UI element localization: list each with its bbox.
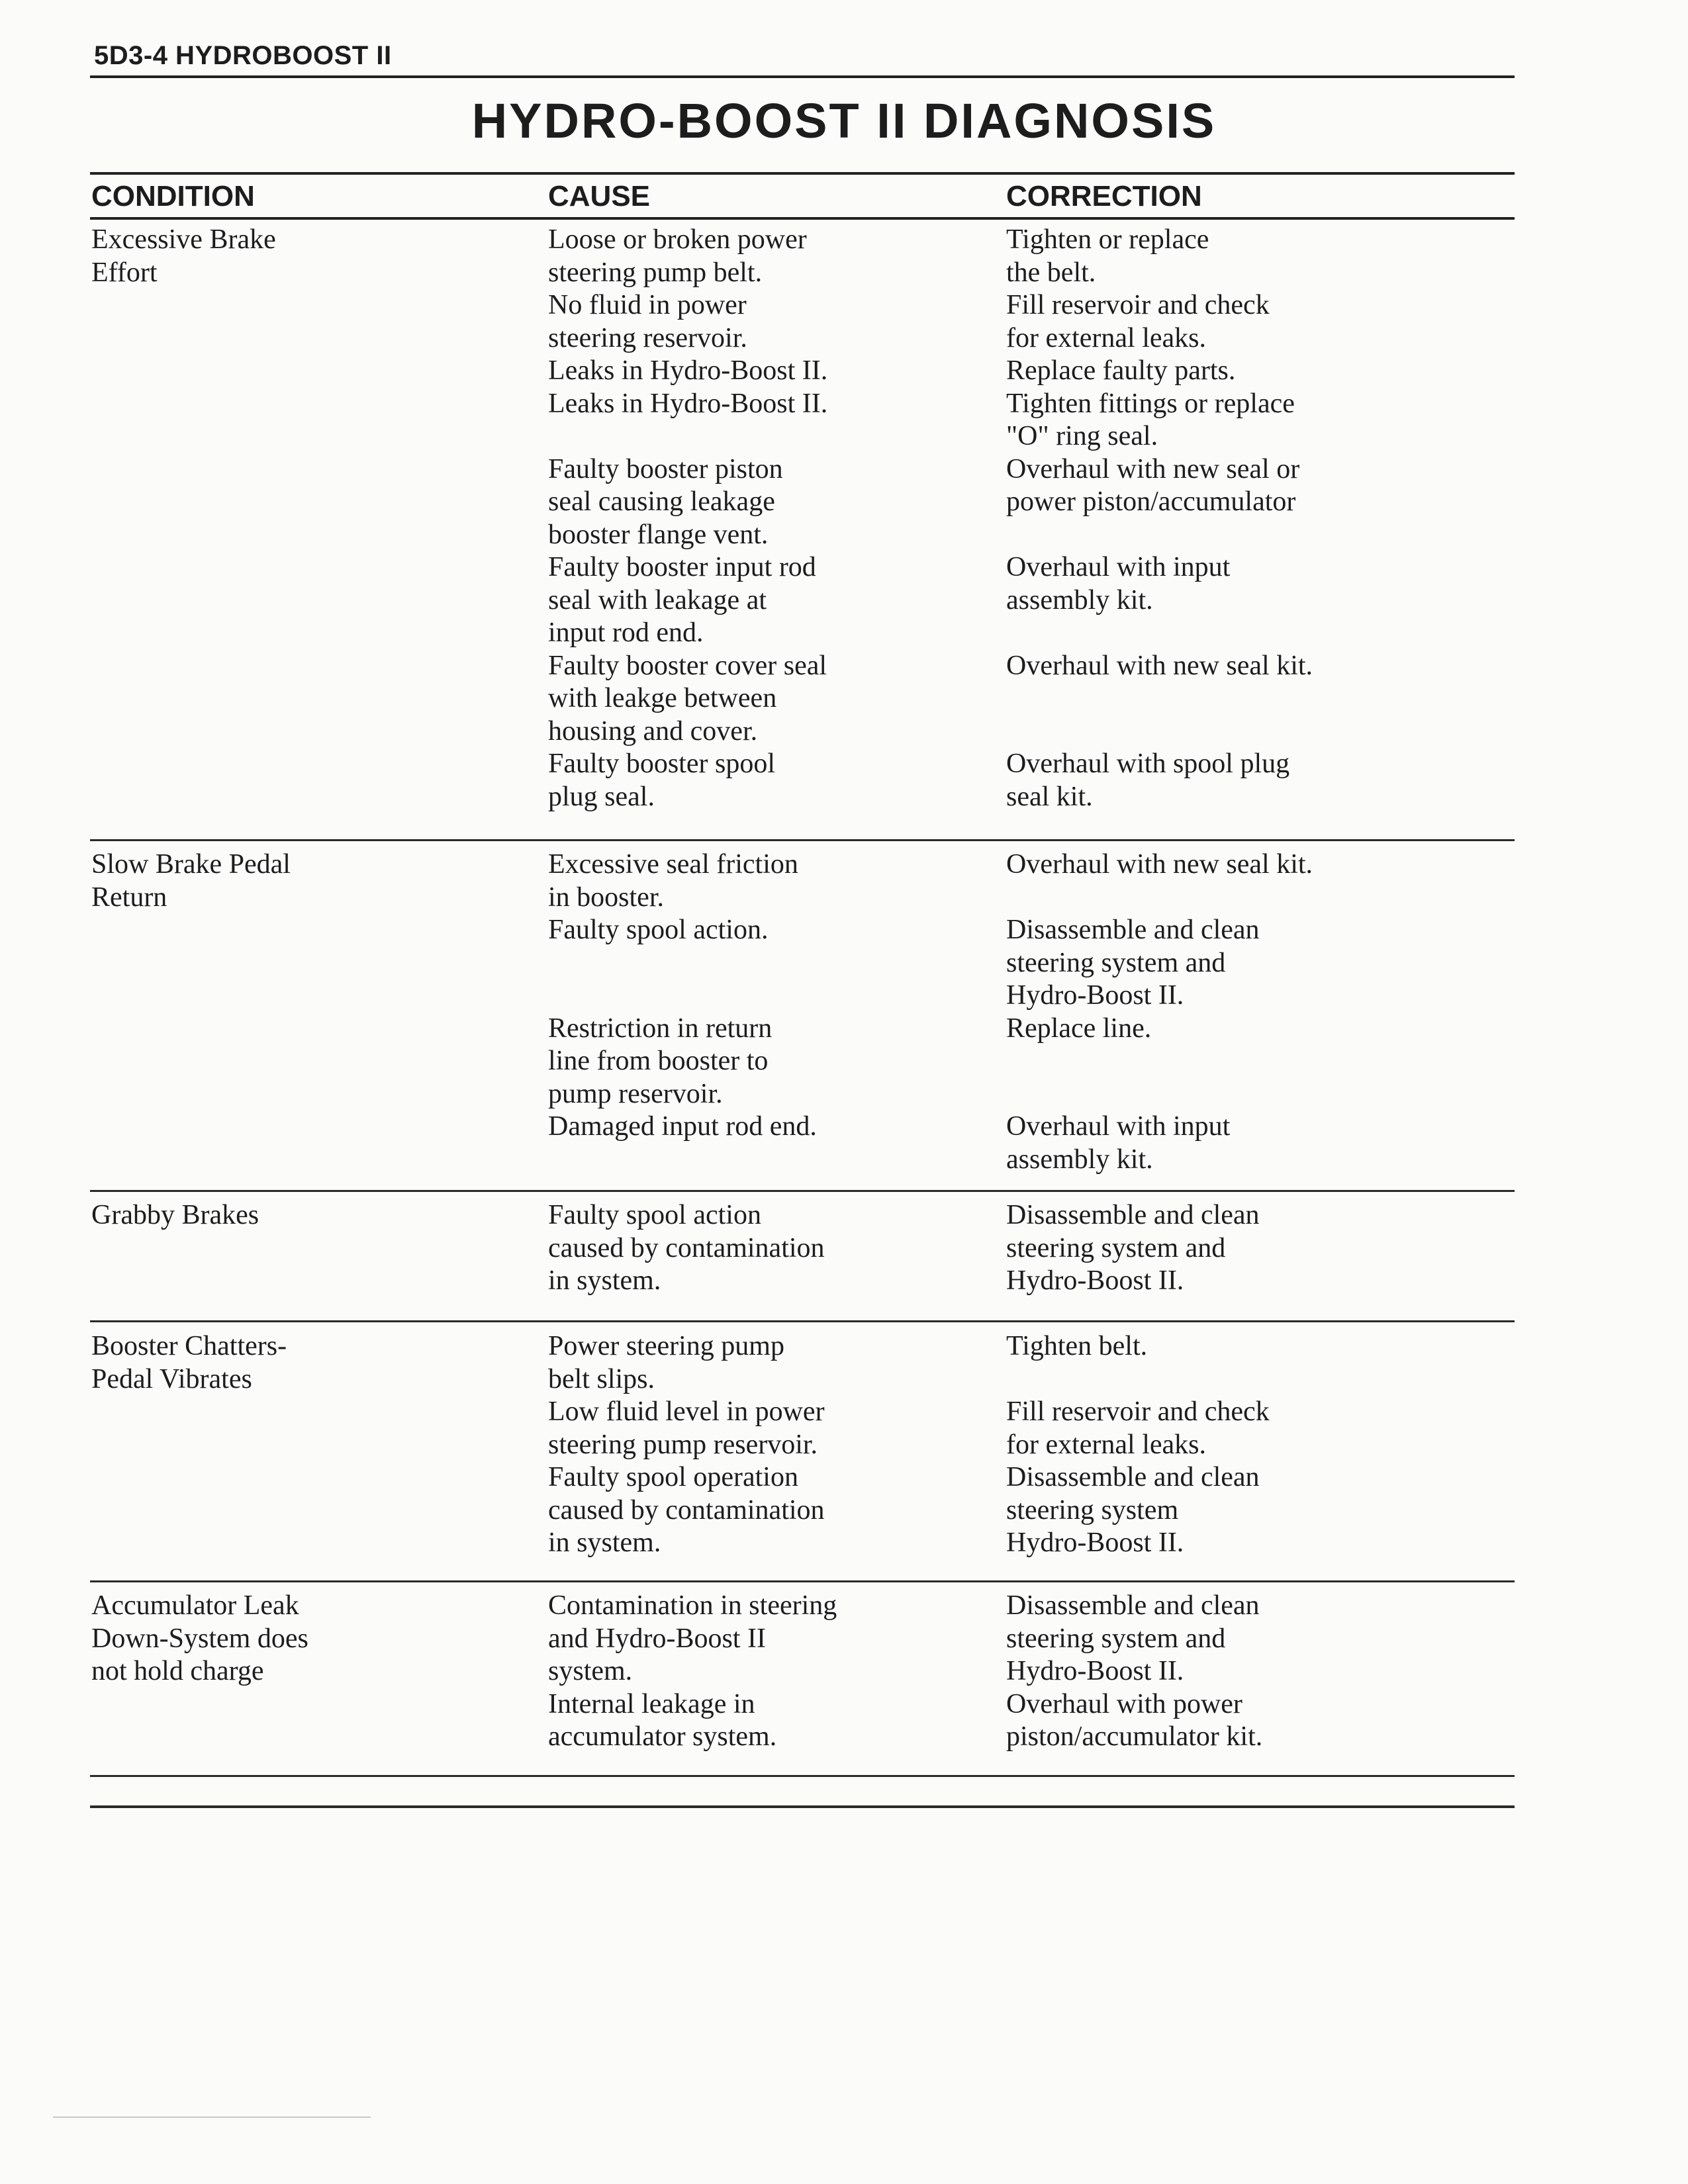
condition-cell: Grabby Brakes	[91, 1200, 259, 1230]
scan-edge-mark	[53, 2116, 371, 2118]
condition-cell: Slow Brake Pedal Return	[91, 849, 291, 913]
table-bottom-rule	[90, 1805, 1515, 1808]
row-divider	[90, 1320, 1515, 1322]
row-divider	[90, 1190, 1515, 1192]
condition-cell: Accumulator Leak Down-System does not hold charge	[91, 1590, 308, 1686]
cause-cell: Excessive seal friction in booster. Faulty spool action. Restriction in return line from booster to pump reservoir. Damaged input rod end.	[548, 849, 817, 1142]
column-header-correction: CORRECTION	[1006, 180, 1202, 212]
condition-cell: Excessive Brake Effort	[91, 224, 276, 288]
column-header-cause: CAUSE	[548, 180, 651, 212]
correction-cell: Disassemble and clean steering system and Hydro-Boost II.	[1006, 1200, 1260, 1296]
correction-cell: Tighten belt. Fill reservoir and check for external leaks. Disassemble and clean steering system Hydro-Boost II.	[1006, 1331, 1270, 1558]
cause-cell: Contamination in steering and Hydro-Boost II system. Internal leakage in accumulator system.	[548, 1590, 837, 1752]
correction-cell: Overhaul with new seal kit. Disassemble and clean steering system and Hydro-Boost II. Replace line. Overhaul with input assembly kit.	[1006, 849, 1313, 1175]
title-rule	[90, 172, 1515, 175]
cause-cell: Power steering pump belt slips. Low fluid level in power steering pump reservoir. Faulty spool operation caused by contamination in system.	[548, 1331, 825, 1558]
row-divider	[90, 839, 1515, 841]
cause-cell: Faulty spool action caused by contamination in system.	[548, 1200, 825, 1296]
page-title: HYDRO-BOOST II DIAGNOSIS	[471, 93, 1217, 148]
correction-cell: Disassemble and clean steering system and Hydro-Boost II. Overhaul with power piston/accumulator kit.	[1006, 1590, 1263, 1752]
cause-cell: Loose or broken power steering pump belt. No fluid in power steering reservoir. Leaks in Hydro-Boost II. Leaks in Hydro-Boost II. Faulty booster piston seal causing leakage booster flange vent. Faulty booster input rod seal with leakage at input rod end. Faulty booster cover seal with leakge between housing and cover. Faulty booster spool plug seal.	[548, 224, 828, 812]
running-head: 5D3-4 HYDROBOOST II	[94, 41, 392, 70]
header-rule	[90, 75, 1515, 78]
column-header-rule	[90, 217, 1515, 220]
correction-cell: Tighten or replace the belt. Fill reservoir and check for external leaks. Replace faulty parts. Tighten fittings or replace "O" ring seal. Overhaul with new seal or power piston/accumulator Overhaul with input assembly kit. Overhaul with new seal kit. Overhaul with spool plug seal kit.	[1006, 224, 1313, 812]
condition-cell: Booster Chatters- Pedal Vibrates	[91, 1331, 287, 1394]
table-end-rule	[90, 1775, 1515, 1777]
row-divider	[90, 1580, 1515, 1582]
column-header-condition: CONDITION	[91, 180, 255, 212]
